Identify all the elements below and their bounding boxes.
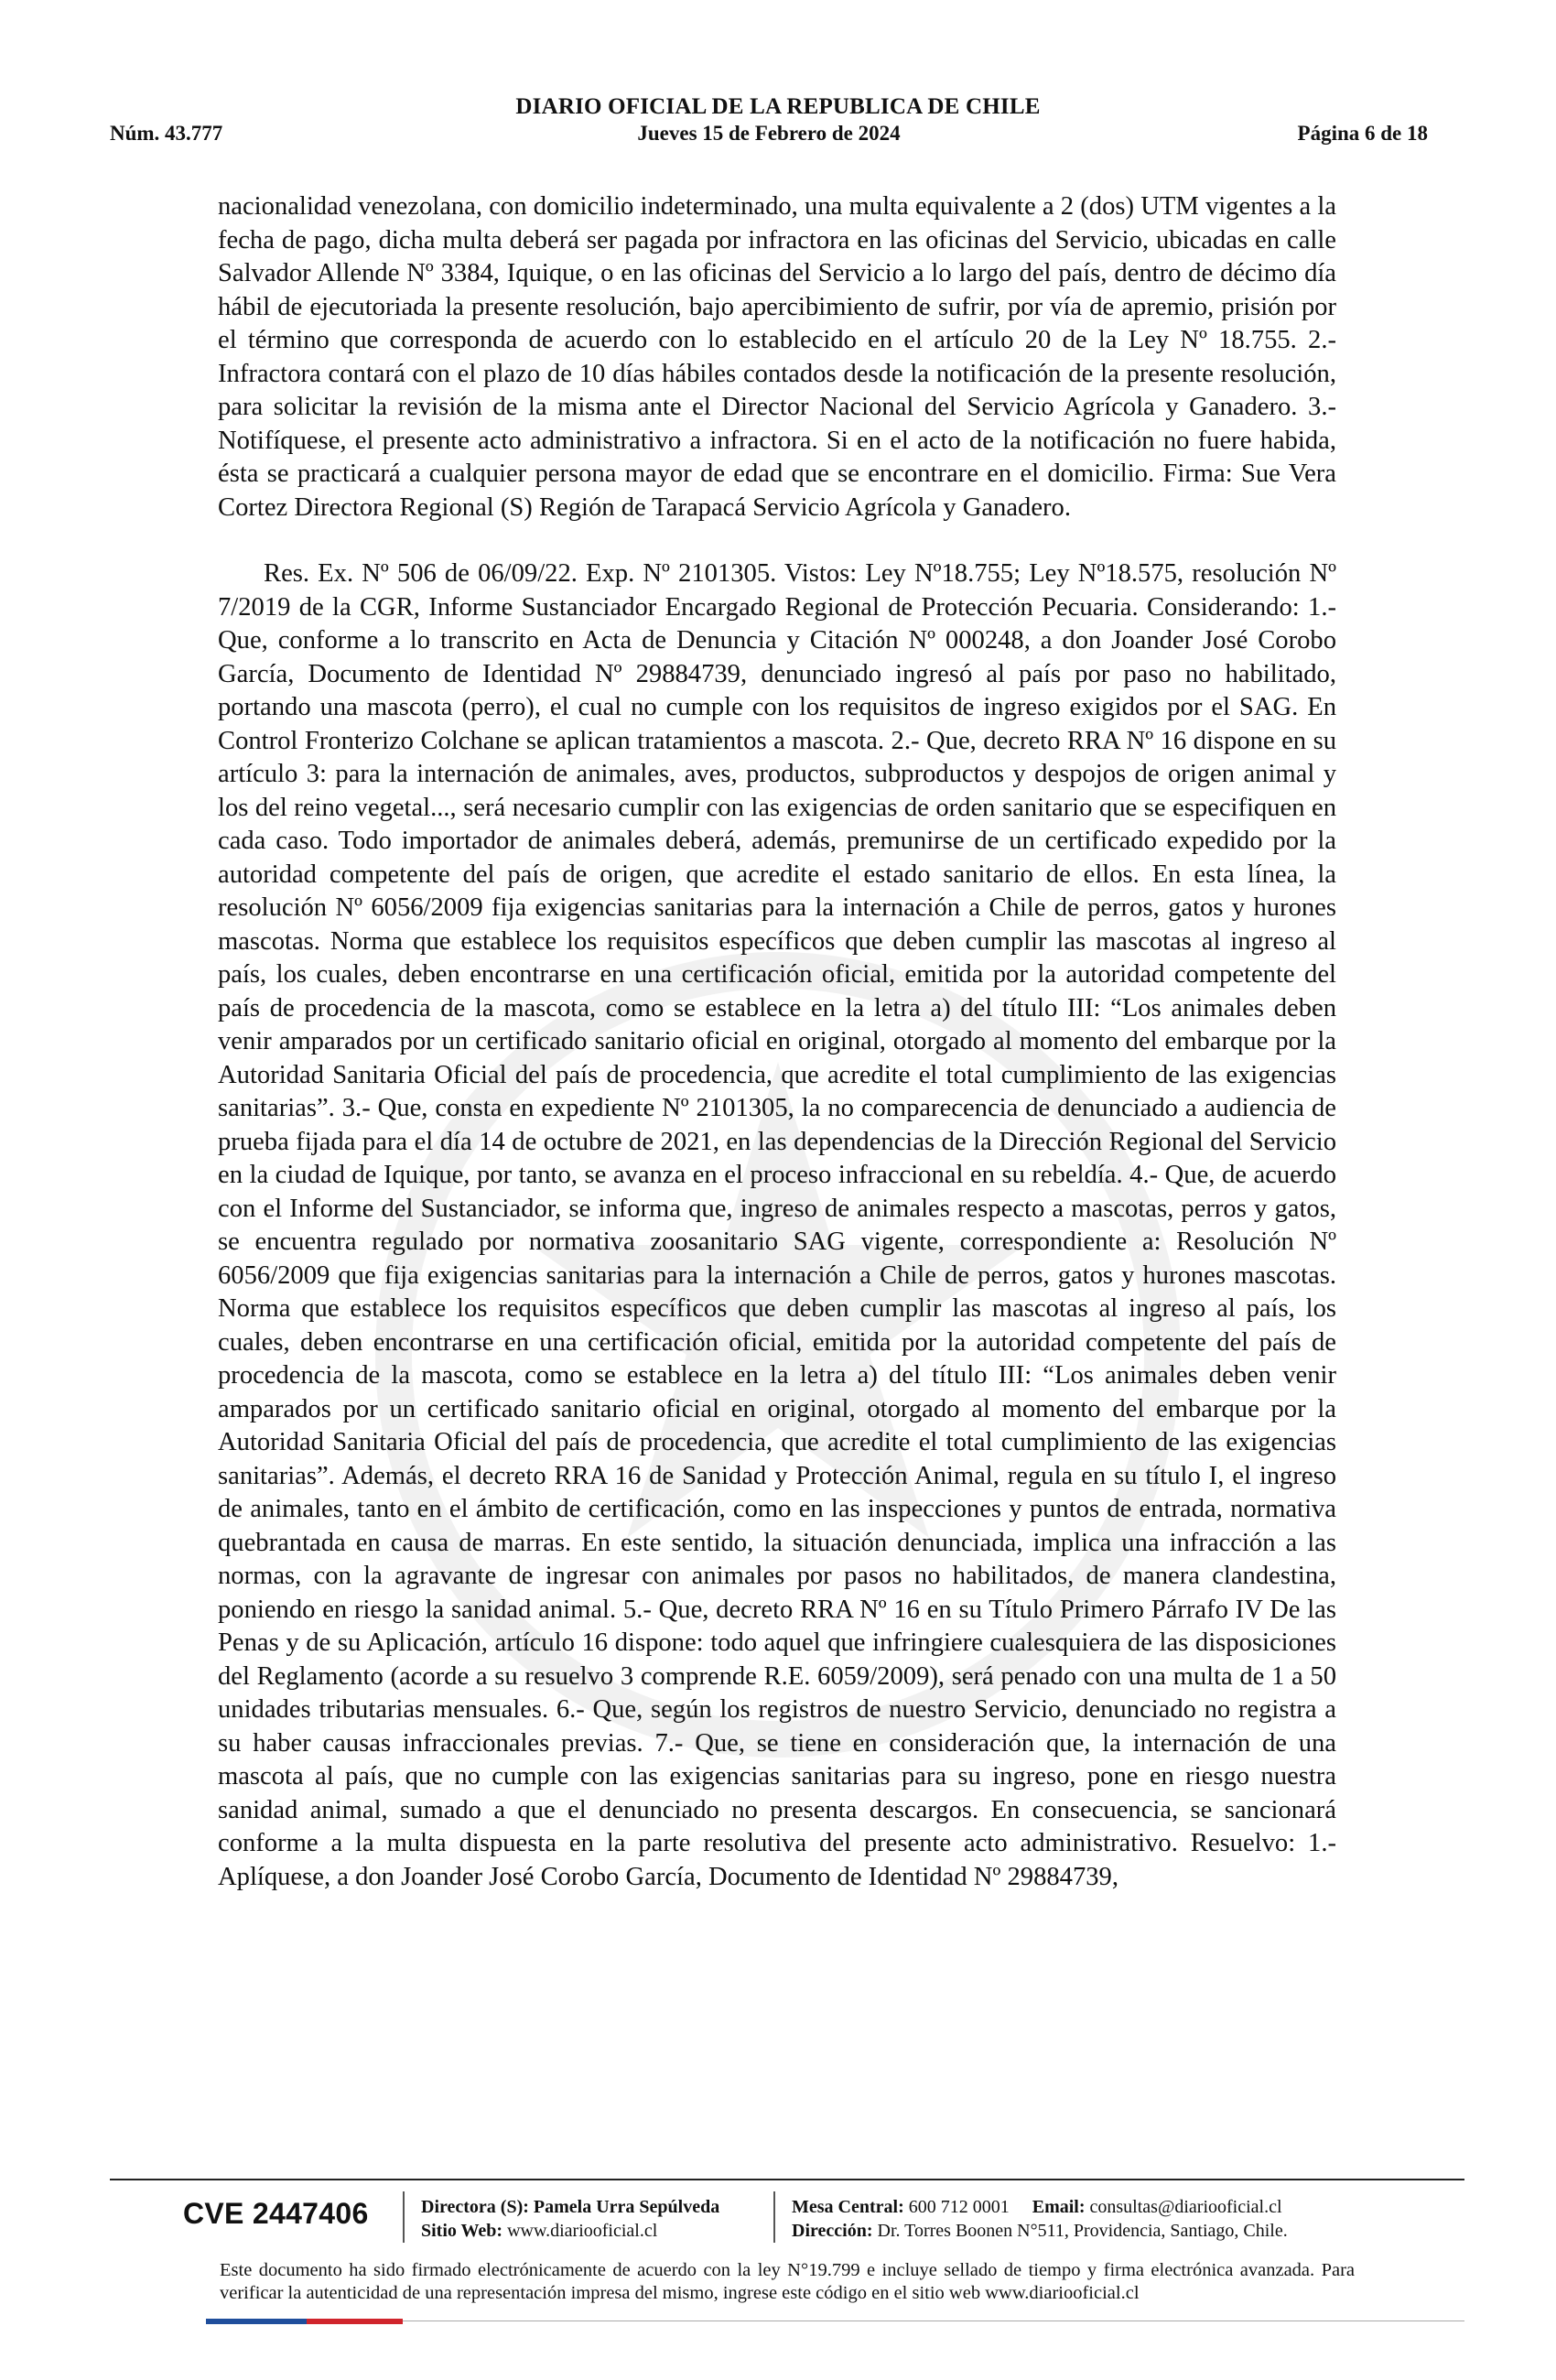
document-body <box>218 190 1336 1894</box>
director-name: Pamela Urra Sepúlveda <box>533 2197 720 2217</box>
footer-contact-column <box>792 2195 1288 2243</box>
email-address[interactable]: consultas@diariooficial.cl <box>1089 2197 1282 2217</box>
header-info-row <box>110 122 1428 149</box>
issue-number: Núm. 43.777 <box>110 122 223 145</box>
body-paragraph: nacionalidad venezolana, con domicilio indeterminado, una multa equivalente a 2 (dos) UTM vigentes a la fecha de pago, dicha multa deberá ser pagada por infractora en las oficinas del Servicio, ubicadas en calle Salvador Allende Nº 3384, Iquique, o en las oficinas del Servicio a lo largo del país, dentro de décimo día hábil de ejecutoriada la presente resolución, bajo apercibimiento de sufrir, por vía de apremio, prisión por el término que corresponda de acuerdo con lo establecido en el artículo 20 de la Ley Nº 18.755. 2.- Infractora contará con el plazo de 10 días hábiles contados desde la notificación de la presente resolución, para solicitar la revisión de la misma ante el Director Nacional del Servicio Agrícola y Ganadero. 3.- Notifíquese, el presente acto administrativo a infractora. Si en el acto de la notificación no fuere habida, ésta se practicará a cualquier persona mayor de edad que se encontrare en el domicilio. Firma: Sue Vera Cortez Directora Regional (S) Región de Tarapacá Servicio Agrícola y Ganadero. <box>218 192 1336 522</box>
address-value: Dr. Torres Boonen N°511, Providencia, Santiago, Chile. <box>877 2221 1288 2241</box>
body-paragraph: Res. Ex. Nº 506 de 06/09/22. Exp. Nº 2101305. Vistos: Ley Nº18.755; Ley Nº18.575, resolución Nº 7/2019 de la CGR, Informe Sustanciador Encargado Regional de Protección Pecuaria. Considerando: 1.- Que, conforme a lo transcrito en Acta de Denuncia y Citación Nº 000248, a don Joander José Corobo García, Documento de Identidad Nº 29884739, denunciado ingresó al país por paso no habilitado, portando una mascota (perro), el cual no cumple con los requisitos de ingreso exigidos por el SAG. En Control Fronterizo Colchane se aplican tratamientos a mascota. 2.- Que, decreto RRA Nº 16 dispone en su artículo 3: para la internación de animales, aves, productos, subproductos y despojos de origen animal y los del reino vegetal..., será necesario cumplir con las exigencias de orden sanitario que se especifiquen en cada caso. Todo importador de animales deberá, además, premunirse de un certificado expedido por la autoridad competente del país de origen, que acredite el estado sanitario de ellos. En esta línea, la resolución Nº 6056/2009 fija exigencias sanitarias para la internación a Chile de perros, gatos y hurones mascotas. Norma que establece los requisitos específicos que deben cumplir las mascotas al ingreso al país, los cuales, deben encontrarse en una certificación oficial, emitida por la autoridad competente del país de procedencia de la mascota, como se establece en la letra a) del título III: “Los animales deben venir amparados por un certificado sanitario oficial en original, otorgado al momento del embarque por la Autoridad Sanitaria Oficial del país de procedencia, que acredite el total cumplimiento de las exigencias sanitarias”. 3.- Que, consta en expediente Nº 2101305, la no comparecencia de denunciado a audiencia de prueba fijada para el día 14 de octubre de 2021, en las dependencias de la Dirección Regional del Servicio en la ciudad de Iquique, por tanto, se avanza en el proceso infraccional en su rebeldía. 4.- Que, de acuerdo con el Informe del Sustanciador, se informa que, ingreso de animales respecto a mascotas, perros y gatos, se encuentra regulado por normativa zoosanitario SAG vigente, correspondiente a: Resolución Nº 6056/2009 que fija exigencias sanitarias para la internación a Chile de perros, gatos y hurones mascotas. Norma que establece los requisitos específicos que deben cumplir las mascotas al ingreso al país, los cuales, deben encontrarse en una certificación oficial, emitida por la autoridad competente del país de procedencia de la mascota, como se establece en la letra a) del título III: “Los animales deben venir amparados por un certificado sanitario oficial en original, otorgado al momento del embarque por la Autoridad Sanitaria Oficial del país de procedencia, que acredite el total cumplimiento de las exigencias sanitarias”. Además, el decreto RRA 16 de Sanidad y Protección Animal, regula en su título I, el ingreso de animales, tanto en el ámbito de certificación, como en las inspecciones y puntos de entrada, normativa quebrantada en causa de marras. En este sentido, la situación denunciada, implica una infracción a las normas, con la agravante de ingresar con animales por pasos no habilitados, de manera clandestina, poniendo en riesgo la sanidad animal. 5.- Que, decreto RRA Nº 16 en su Título Primero Párrafo IV De las Penas y de su Aplicación, artículo 16 dispone: todo aquel que infringiere cualesquiera de las disposiciones del Reglamento (acorde a su resuelvo 3 comprende R.E. 6059/2009), será penado con una multa de 1 a 50 unidades tributarias mensuales. 6.- Que, según los registros de nuestro Servicio, denunciado no registra a su haber causas infraccionales previas. 7.- Que, se tiene en consideración que, la internación de una mascota al país, que no cumple con las exigencias sanitarias para su ingreso, pone en riesgo nuestra sanidad animal, sumado a que el denunciado no presenta descargos. En consecuencia, se sancionará conforme a la multa dispuesta en la parte resolutiva del presente acto administrativo. Resuelvo: 1.- Aplíquese, a don Joander José Corobo García, Documento de Identidad Nº 29884739, <box>218 559 1336 1891</box>
cve-code: CVE 2447406 <box>183 2197 369 2230</box>
address-label: Dirección: <box>792 2221 873 2241</box>
footer-divider <box>110 2179 1464 2180</box>
footer-separator <box>773 2191 775 2243</box>
director-label: Directora (S): <box>421 2197 529 2217</box>
website-link[interactable]: www.diariooficial.cl <box>507 2221 658 2241</box>
email-label: Email: <box>1032 2197 1086 2217</box>
footer-bottom-rule <box>403 2320 1464 2321</box>
footer-director-column <box>421 2195 719 2243</box>
flag-color-bar <box>206 2319 403 2324</box>
page-number: Página 6 de 18 <box>1297 122 1428 145</box>
phone-number: 600 712 0001 <box>908 2197 1010 2217</box>
website-label: Sitio Web: <box>421 2221 503 2241</box>
electronic-signature-note: Este documento ha sido firmado electrónicamente de acuerdo con la ley N°19.799 e incluye sellado de tiempo y firma electrónica avanzada. Para verificar la autenticidad de una representación impresa del mismo, ingrese este código en el sitio web www.diariooficial.cl <box>220 2260 1355 2303</box>
flag-blue-stripe <box>206 2319 307 2324</box>
phone-label: Mesa Central: <box>792 2197 904 2217</box>
footer-separator <box>403 2191 405 2243</box>
issue-date: Jueves 15 de Febrero de 2024 <box>637 122 901 145</box>
newspaper-title: DIARIO OFICIAL DE LA REPUBLICA DE CHILE <box>515 94 1041 119</box>
flag-red-stripe <box>307 2319 403 2324</box>
